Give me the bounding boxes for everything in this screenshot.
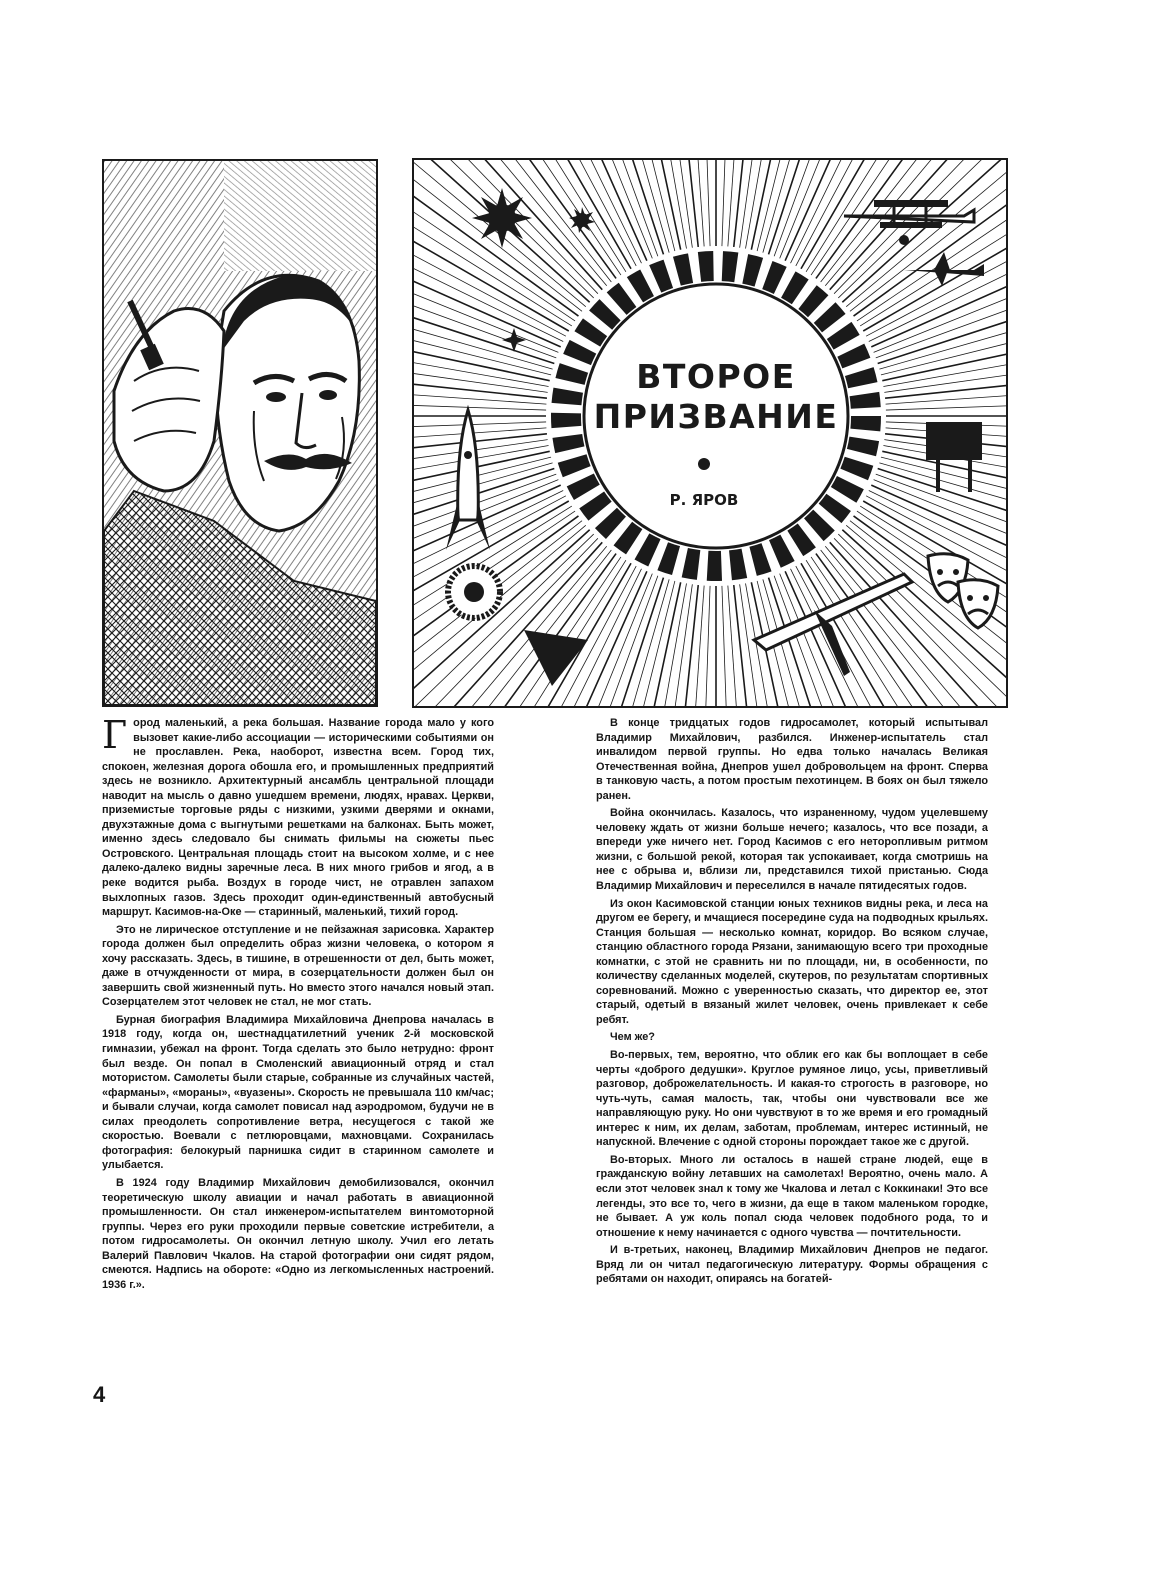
- sun-ray: [414, 534, 594, 706]
- title-art-illustration: [412, 158, 1008, 708]
- sun-ray: [545, 160, 647, 261]
- article-title-line2: ПРИЗВАНИЕ: [593, 397, 839, 436]
- sun-ray: [883, 343, 1006, 386]
- paragraph: В 1924 году Владимир Михайлович демобилизовался, окончил теоретическую школу авиации и начал работать в авиационной промышленности. Он стал инженером-испытателем винтомоторной группы. Через его руки проходили первые советские истребители, а потом гидросамолеты. Он окончил летную школу. Учил его летать Валерий Павлович Чкалов. На старой фотографии они сидят рядом, смеются. Надпись на обороте: «Одно из легкомысленных настроений. 1936 г.».: [102, 1176, 494, 1291]
- sun-icon: [472, 188, 532, 248]
- sun-ray: [785, 160, 887, 261]
- article-column-right: [596, 716, 988, 1290]
- sun-ray: [414, 530, 590, 697]
- paragraph: Из окон Касимовской станции юных техников видны река, и леса на другом ее берегу, и мчащиеся посередине суда на подводных крыльях. Станция большая — несколько комнат, коридор. Во всяком случае, станцию областного города Рязани, занимающую всего три проходные комнатки, с этой не сравнить ни по площади, ни, в особенности, по количеству сделанных моделей, скутеров, по результатам спортивных соревнований. Можно с уверенностью сказать, что директор ее, этот старый, одетый в вязаный жилет человек, очень привлекает к себе ребят.: [596, 897, 988, 1026]
- biplane-icon: [844, 200, 974, 245]
- paragraph: И в-третьих, наконец, Владимир Михайлович Днепров не педагог. Вряд ли он читал педагогическую литературу. Формы обращения с ребятами он находит, опираясь на богатей-: [596, 1244, 988, 1286]
- sun-ray: [687, 160, 704, 246]
- article-column-left: [102, 713, 494, 1295]
- sun-ray: [414, 446, 549, 489]
- page-number: 4: [93, 1382, 106, 1407]
- sun-ray: [842, 160, 1006, 302]
- sun-ray: [882, 329, 1006, 381]
- paper-plane-icon: [524, 630, 588, 686]
- paragraph: [102, 713, 494, 920]
- paragraph: Чем же?: [610, 1031, 655, 1044]
- sun-ray: [614, 160, 674, 251]
- paragraph: Во-вторых. Много ли осталось в нашей стране людей, еще в гражданскую войну летавших на самолетах! Вероятно, очень мало. А если этот человек знал к тому же Чкалова и летал с Коккинаки! Это все легенды, это все то, чего в жизни, да еще в таком маленьком городке, не бывает. А уж коль попал сюда человек подобного рода, то и отношение к нему начинается с одного чувства — почтительности.: [596, 1153, 988, 1239]
- billboard-icon: [926, 422, 982, 492]
- paragraph: Бурная биография Владимира Михайловича Днепрова началась в 1918 году, когда он, шестнадцатилетний ученик 2-й московской гимназии, убежал на фронт. Тогда сделать это было нетрудно: фронт был везде. Он попал в Смоленский авиационный отряд и стал мотористом. Самолеты были старые, собранные из случайных частей, «фарманы», «мораны», «вуазены». Скорость не превышала 110 км/час; и бывали случаи, когда самолет повисал над аэродромом, будучи не в силах преодолеть сопротивление ветра, несущегося с такой же скоростью. Воевали с петлюровцами, махновцами. Сохранилась фотография: белокурый парнишка сидит в старинном самолете и улыбается.: [102, 1013, 494, 1172]
- sun-ray: [672, 160, 698, 247]
- title-bullet: [698, 458, 710, 470]
- sun-ray: [722, 160, 731, 246]
- sun-ray: [424, 538, 598, 706]
- sun-ray: [881, 314, 1006, 374]
- portrait-illustration: [102, 159, 378, 707]
- sun-ray: [728, 160, 745, 246]
- sun-ray: [414, 343, 549, 386]
- sun-ray: [414, 286, 554, 363]
- paragraph: Война окончилась. Казалось, что израненному, чудом уцелевшему человеку ждать от жизни больше нечего; казалось, что все позади, а впереди уже ничего нет. Город Касимов с его неторопливым ритмом жизни, с большой рекой, которая так успокаивает, когда смотришь на нее с обрыва и, вблизи ли, представился тихой пристанью. Сюда Владимир Михайлович и переселился в начале пятидесятых годов.: [596, 807, 988, 893]
- sun-ray: [734, 160, 760, 247]
- title-art-drawing: [414, 160, 1006, 706]
- sun-ray: [493, 560, 625, 706]
- article-title-line1: ВТОРОЕ: [636, 357, 796, 396]
- article-author: Р. ЯРОВ: [669, 491, 739, 509]
- sun-ray: [854, 169, 1006, 316]
- sun-ray: [643, 583, 686, 706]
- rocket-icon: [446, 410, 490, 550]
- sun-ray: [701, 160, 710, 246]
- sun-ray: [881, 457, 1006, 517]
- paragraph: Это не лирическое отступление и не пейзажная зарисовка. Характер города должен был определить образ жизни человека, о котором я хочу рассказать. Здесь, в тишине, в отрешенности от дел, быть может, даже в отчужденности от мира, в созерцательности должен был он завершить свой жизненный путь. Но вместо этого начался новый этап. Созерцателем этот человек не стал, не мог стать.: [102, 923, 494, 1009]
- paragraph: Во-первых, тем, вероятно, что облик его как бы воплощает в себе черты «доброго дедушки». Круглое румяное лицо, усы, приветливый разговор, доброжелательность. И какая-то строгость в разговоре, но чуть-чуть, самая малость, так, чтобы они чувствовали все же направляющую руку. Но они чувствуют в то же время и его громадный интерес к ним, их делам, заботам, проблемам, интерес истинный, не напускной. Влечение с одной стороны порождает такое же с другой.: [596, 1049, 988, 1149]
- sun-ray: [614, 581, 674, 706]
- sunflower-icon: [448, 566, 500, 618]
- paragraph-text: ород маленький, а река большая. Название города мало у кого вызовет какие-либо ассоциации — историческими событиями он не прославлен. Река, наоборот, известна всем. Город тих, спокоен, железная дорога обошла его, и промышленных предприятий здесь не возникло. Архитектурный ансамбль центральной площади наводит на мысль о давно ушедшем времени, людях, нравах. Церкви, приземистые торговые ряды с низкими, узкими дверями и окнами, двухэтажные дома с выгнутыми решетками на балконах. Быть может, именно здесь следовало бы снимать фильмы на сюжеты пьес Островского. Центральная площадь стоит на высоком холме, и с нее далеко-далеко видны заречные леса. В них много грибов и ягод, а в реке водится рыба. Воздух в городе чист, не отравлен запахом выхлопных газов. Здесь проходит один-единственный автобусный маршрут. Касимов-на-Оке — старинный, маленький, тихий город.: [102, 717, 494, 919]
- sun-ray: [414, 160, 582, 311]
- sun-ray: [860, 193, 1006, 325]
- portrait-drawing: [104, 161, 376, 705]
- drop-cap: Г: [102, 713, 128, 757]
- paragraph: В конце тридцатых годов гидросамолет, который испытывал Владимир Михайлович, разбился. Инженер-испытатель стал инвалидом первой группы. Но едва только началась Великая Отечественная война, Днепров ушел добровольцем на фронт. Сперва в танковую часть, а потом простым пехотинцем. В боях он был тяжело ранен.: [596, 717, 988, 802]
- sun-ray: [629, 582, 681, 706]
- sun-ray: [757, 160, 817, 251]
